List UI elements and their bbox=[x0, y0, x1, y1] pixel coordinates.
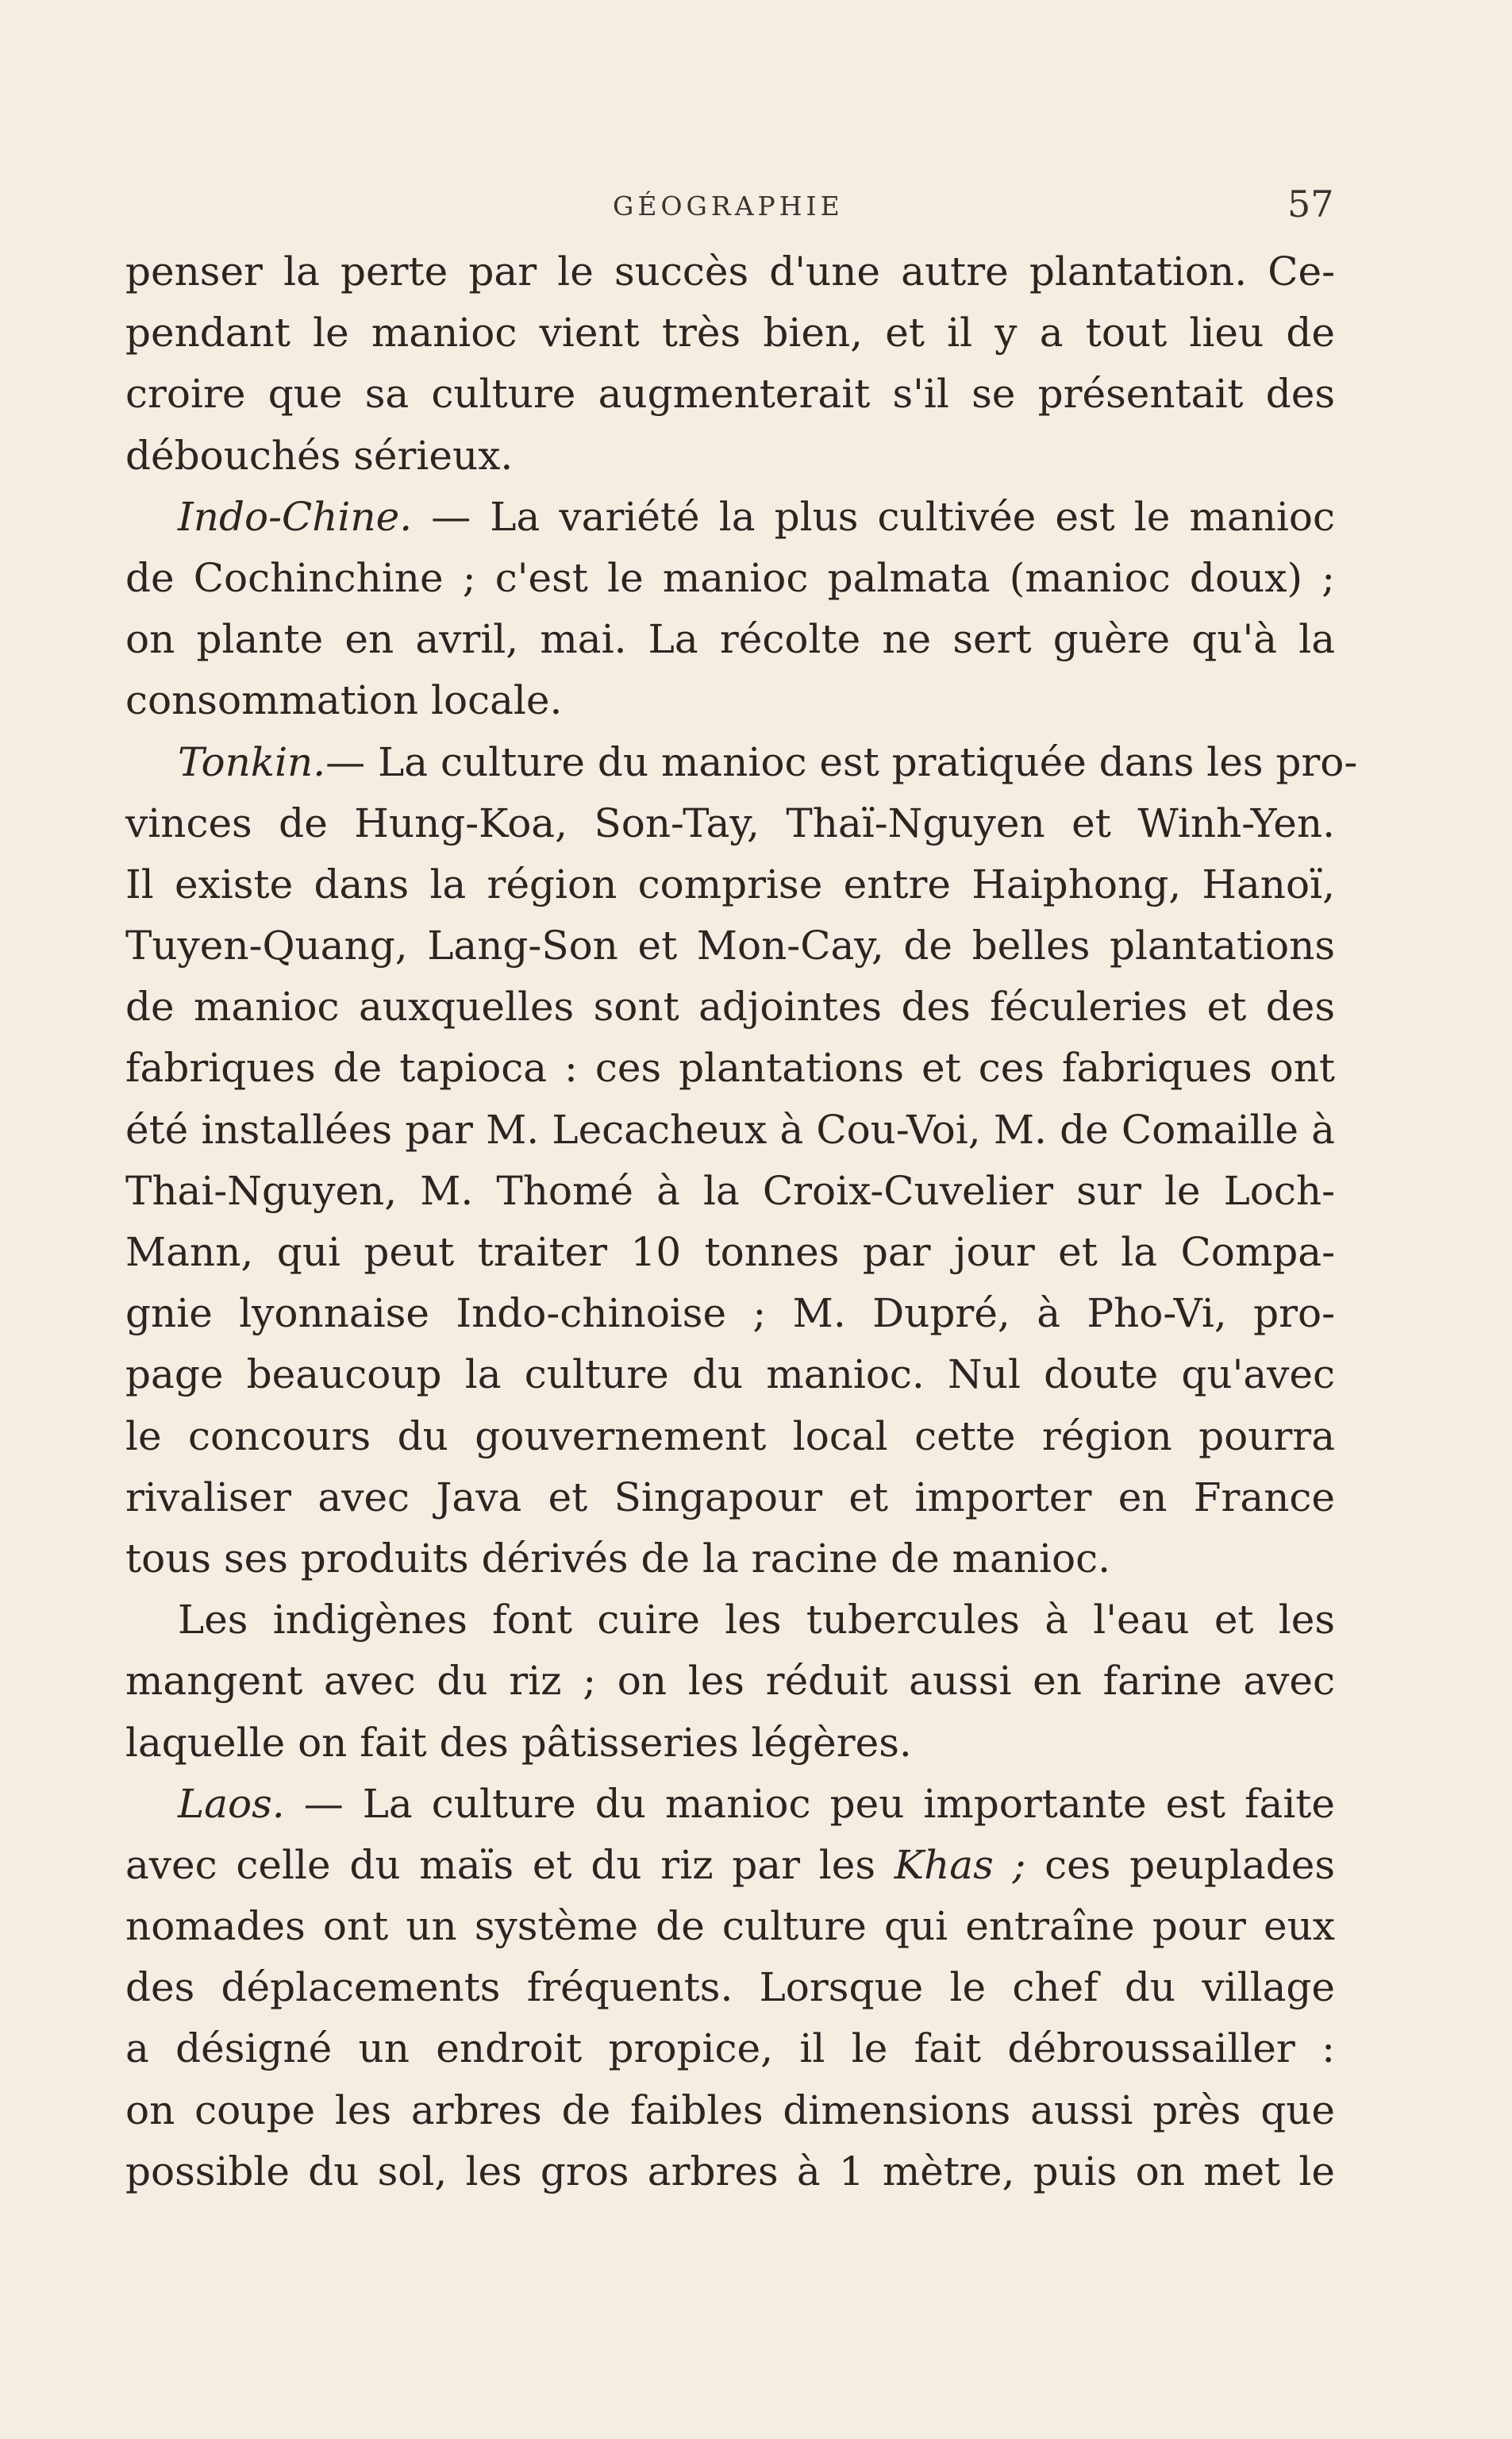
section-heading-indo-chine: Indo-Chine. bbox=[178, 493, 413, 540]
text-run: avec celle du maïs et du riz par les bbox=[125, 1841, 895, 1888]
text-line: de Cochinchine ; c'est le manioc palmata (manioc doux) ; bbox=[125, 554, 1335, 601]
running-title: GÉOGRAPHIE bbox=[613, 191, 844, 222]
text-line: on plante en avril, mai. La récolte ne sert guère qu'à la bbox=[125, 616, 1335, 663]
page-number: 57 bbox=[1287, 183, 1334, 225]
term-khas: Khas ; bbox=[894, 1841, 1026, 1888]
text-line: été installées par M. Lecacheux à Cou-Voi, M. de Comaille à bbox=[125, 1106, 1335, 1153]
text-line: Il existe dans la région comprise entre Haiphong, Hanoï, bbox=[125, 861, 1335, 907]
paragraph-indo-chine bbox=[125, 487, 1335, 548]
text-line: laquelle on fait des pâtisseries légères. bbox=[125, 1719, 912, 1766]
text-line: nomades ont un système de culture qui entraîne pour eux bbox=[125, 1903, 1335, 1950]
text-line: rivaliser avec Java et Singapour et importer en France bbox=[125, 1474, 1335, 1520]
body-text bbox=[125, 241, 1358, 2202]
text-line: on coupe les arbres de faibles dimensions aussi près que bbox=[125, 2086, 1335, 2133]
text-line: possible du sol, les gros arbres à 1 mètre, puis on met le bbox=[125, 2148, 1335, 2194]
text-line: croire que sa culture augmenterait s'il se présentait des bbox=[125, 371, 1335, 418]
paragraph-laos bbox=[125, 1774, 1335, 1835]
text-run: — La culture du manioc est pratiquée dans les pro- bbox=[325, 738, 1358, 785]
text-line: Thai-Nguyen, M. Thomé à la Croix-Cuvelier sur le Loch- bbox=[125, 1167, 1335, 1214]
text-line: mangent avec du riz ; on les réduit aussi en farine avec bbox=[125, 1658, 1335, 1705]
text-line: Mann, qui peut traiter 10 tonnes par jour et la Compa- bbox=[125, 1229, 1335, 1275]
paragraph-tonkin bbox=[125, 732, 1358, 793]
text-line: Tuyen-Quang, Lang-Son et Mon-Cay, de belles plantations bbox=[125, 923, 1335, 969]
text-line: a désigné un endroit propice, il le fait débroussailler : bbox=[125, 2025, 1335, 2072]
text-run: ces peuplades bbox=[1025, 1841, 1335, 1888]
text-line: le concours du gouvernement local cette région pourra bbox=[125, 1412, 1335, 1459]
text-run: — La culture du manioc peu importante est faite bbox=[284, 1780, 1335, 1827]
text-line: tous ses produits dérivés de la racine de manioc. bbox=[125, 1535, 1110, 1582]
running-header bbox=[0, 181, 1512, 229]
text-line bbox=[125, 1835, 1335, 1896]
section-heading-tonkin: Tonkin. bbox=[178, 738, 326, 785]
text-line: de manioc auxquelles sont adjointes des féculeries et des bbox=[125, 984, 1335, 1031]
text-line: fabriques de tapioca : ces plantations et ces fabriques ont bbox=[125, 1045, 1335, 1092]
text-line: pendant le manioc vient très bien, et il y a tout lieu de bbox=[125, 310, 1335, 356]
text-line: débouchés sérieux. bbox=[125, 432, 514, 479]
text-run: — La variété la plus cultivée est le manioc bbox=[412, 493, 1335, 540]
text-line: vinces de Hung-Koa, Son-Tay, Thaï-Nguyen et Winh-Yen. bbox=[125, 800, 1335, 846]
text-line: gnie lyonnaise Indo-chinoise ; M. Dupré, à Pho-Vi, pro- bbox=[125, 1290, 1335, 1337]
text-line: Les indigènes font cuire les tubercules à l'eau et les bbox=[178, 1597, 1335, 1643]
text-line: des déplacements fréquents. Lorsque le chef du village bbox=[125, 1964, 1335, 2011]
section-heading-laos: Laos. bbox=[178, 1780, 285, 1827]
text-line: page beaucoup la culture du manioc. Nul doute qu'avec bbox=[125, 1351, 1335, 1398]
text-line: penser la perte par le succès d'une autre plantation. Ce- bbox=[125, 249, 1335, 295]
text-line: consommation locale. bbox=[125, 677, 563, 724]
